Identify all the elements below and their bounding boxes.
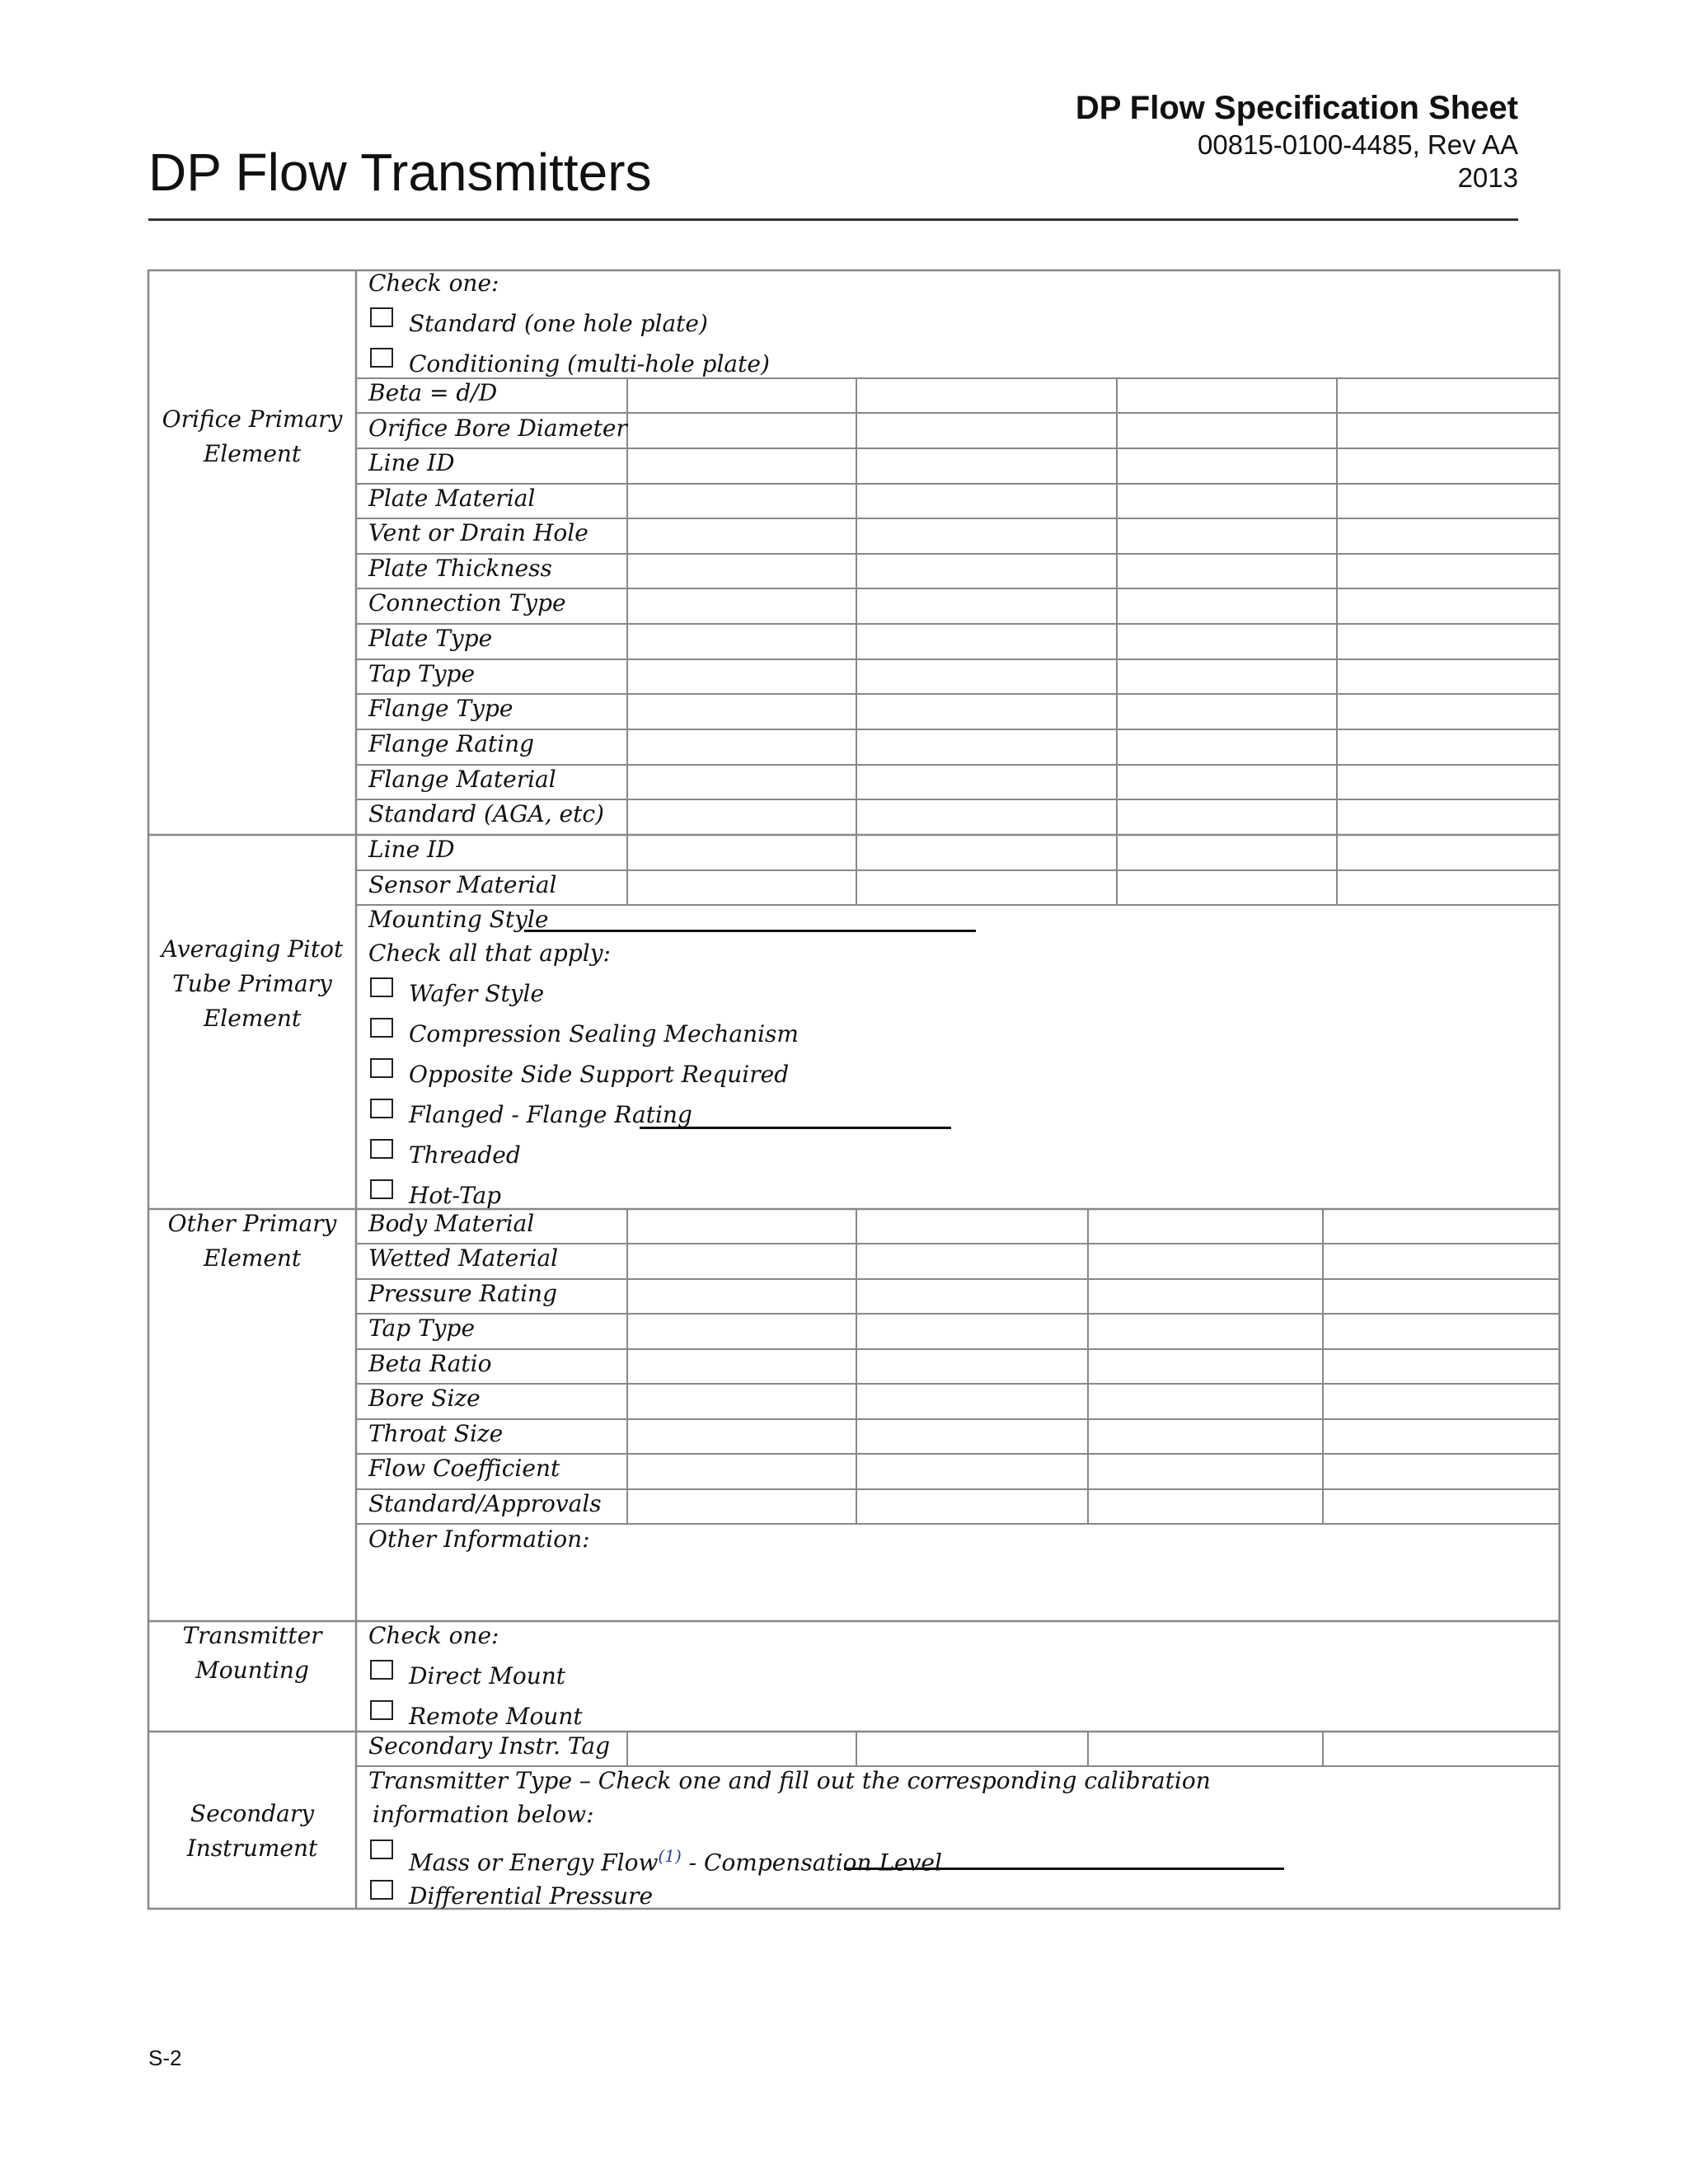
averaging-row-label: Line ID [368,836,455,863]
document-number: 00815-0100-4485, Rev AA [1198,129,1518,160]
check-all-label: Check all that apply: [368,940,611,967]
other-row-label: Throat Size [368,1420,504,1447]
orifice-row-label: Plate Material [368,485,536,512]
page-title: DP Flow Transmitters [148,143,652,202]
other-row-label: Pressure Rating [368,1280,558,1307]
option-standard-plate: Standard (one hole plate) [409,310,708,337]
checkbox-hot-tap[interactable] [370,1179,393,1199]
option-differential-pressure: Differential Pressure [409,1882,654,1910]
orifice-row-label: Flange Material [368,766,556,793]
orifice-row-label: Connection Type [368,589,566,616]
other-row-label: Bore Size [368,1385,481,1412]
section-label-secondary-instrument-text: Secondary Instrument [186,1800,318,1862]
mounting-style-blank[interactable] [524,930,976,932]
section-label-transmitter-mounting [148,1619,356,1688]
checkbox-wafer-style[interactable] [370,977,393,997]
section-label-other-primary [148,1207,356,1276]
checkbox-remote-mount[interactable] [370,1700,393,1720]
mass-energy-flow-text: Mass or Energy Flow [409,1849,659,1877]
flange-rating-blank[interactable] [640,1127,951,1129]
checkbox-flanged[interactable] [370,1099,393,1118]
option-wafer-style: Wafer Style [409,980,545,1007]
orifice-row-label: Vent or Drain Hole [368,519,588,546]
section-label-orifice [148,402,356,471]
transmitter-type-line-1: Transmitter Type – Check one and fill out the corresponding calibration [368,1767,1211,1794]
orifice-row-label: Beta = d/D [368,379,498,406]
orifice-check-one: Check one: [368,269,499,297]
orifice-row-label: Orifice Bore Diameter [368,415,627,442]
other-row-label: Beta Ratio [368,1350,492,1377]
section-label-other-primary-text: Other Primary Element [167,1210,337,1272]
section-label-orifice-text: Orifice Primary Element [162,405,343,467]
secondary-tag-label: Secondary Instr. Tag [368,1732,610,1760]
checkbox-threaded[interactable] [370,1139,393,1159]
other-row-label: Wetted Material [368,1244,559,1272]
other-row-label: Flow Coefficient [368,1455,560,1482]
page-number: S-2 [148,2046,182,2070]
orifice-row-label: Plate Thickness [368,555,552,582]
orifice-row-label: Plate Type [368,625,493,652]
orifice-row-label: Standard (AGA, etc) [368,800,604,827]
option-direct-mount: Direct Mount [409,1662,566,1690]
checkbox-conditioning-plate[interactable] [370,348,393,368]
orifice-row-label: Flange Rating [368,730,535,757]
other-row-label: Standard/Approvals [368,1490,602,1517]
other-row-label: Body Material [368,1210,535,1237]
checkbox-direct-mount[interactable] [370,1660,393,1680]
option-remote-mount: Remote Mount [409,1703,583,1730]
section-label-averaging-pitot [148,932,356,1036]
checkbox-standard-plate[interactable] [370,307,393,327]
orifice-row-label: Flange Type [368,695,513,722]
section-label-secondary-instrument [148,1797,356,1866]
option-opposite-side-support: Opposite Side Support Required [409,1061,790,1088]
compensation-level-blank[interactable] [844,1868,1284,1870]
compensation-level-label: - Compensation Level [681,1849,942,1877]
other-row-label: Tap Type [368,1315,476,1342]
option-threaded: Threaded [409,1141,521,1169]
checkbox-mass-energy-flow[interactable] [370,1840,393,1859]
orifice-row-label: Tap Type [368,660,476,687]
option-conditioning-plate: Conditioning (multi-hole plate) [409,350,770,377]
option-hot-tap: Hot-Tap [409,1182,502,1209]
option-compression-sealing: Compression Sealing Mechanism [409,1020,799,1047]
checkbox-differential-pressure[interactable] [370,1880,393,1900]
mounting-style-label: Mounting Style [368,906,549,933]
checkbox-opposite-side-support[interactable] [370,1058,393,1078]
section-label-transmitter-mounting-text: Transmitter Mounting [182,1622,322,1684]
mounting-check-one: Check one: [368,1622,499,1649]
orifice-row-label: Line ID [368,449,455,476]
footnote-reference-1[interactable]: (1) [658,1846,682,1866]
option-flanged: Flanged - Flange Rating [409,1101,692,1128]
section-label-averaging-pitot-text: Averaging Pitot Tube Primary Element [161,935,344,1032]
sheet-title: DP Flow Specification Sheet [1075,90,1518,126]
checkbox-compression-sealing[interactable] [370,1018,393,1038]
transmitter-type-line-2: information below: [373,1801,594,1828]
document-year: 2013 [1457,162,1518,193]
option-mass-energy-flow [409,1841,942,1877]
averaging-row-label: Sensor Material [368,871,557,898]
other-information-label: Other Information: [368,1526,590,1553]
